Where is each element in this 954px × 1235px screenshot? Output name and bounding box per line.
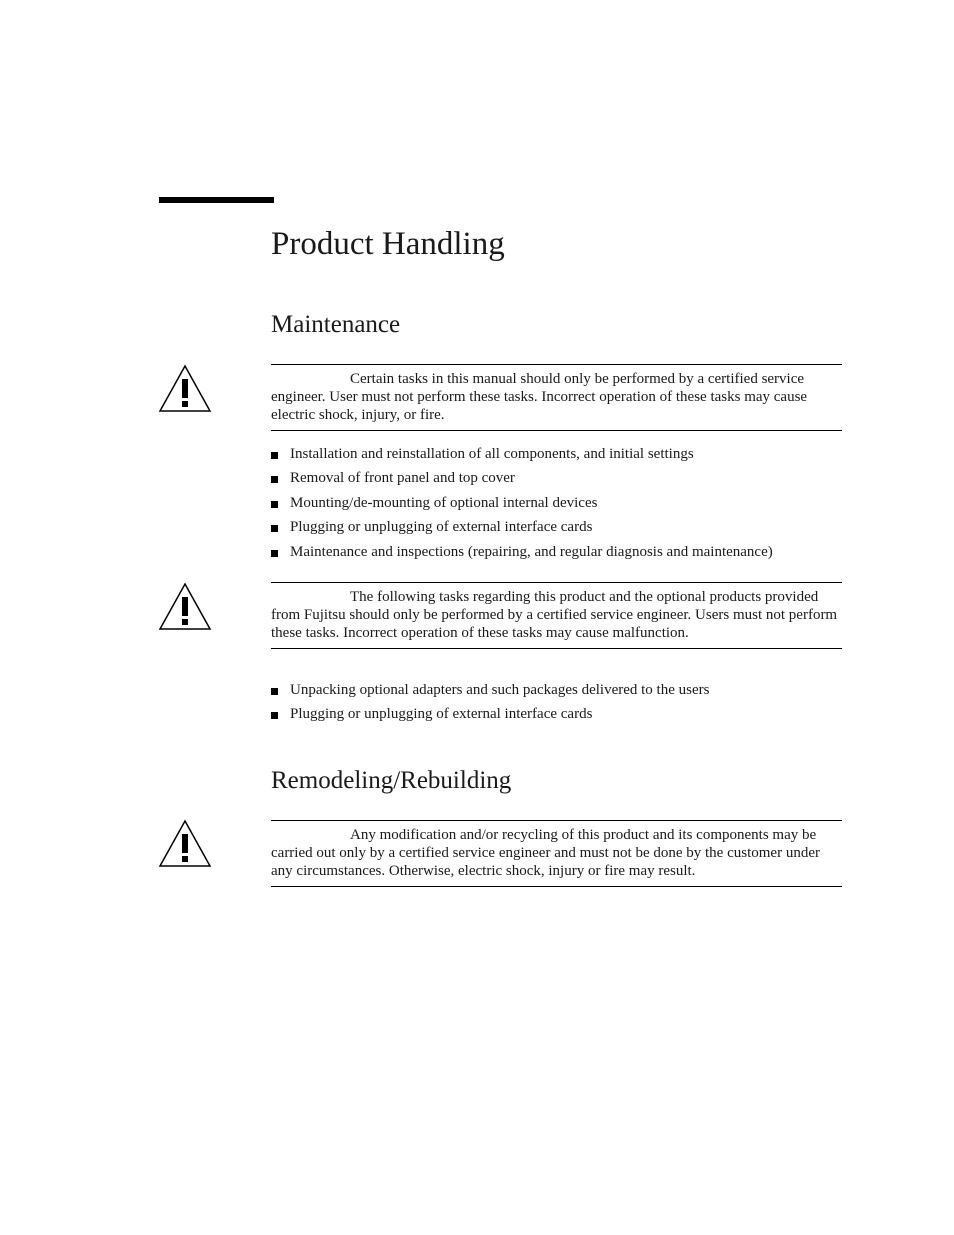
caution-callout-2 xyxy=(271,582,842,649)
bullet-icon xyxy=(271,476,278,483)
caution-text-2: The following tasks regarding this product and the optional products provided from Fujitsu should only be performed by a certified service engineer. Users must not perform these tasks. Incorrect operation of these tasks may cause malfunction. xyxy=(271,589,838,641)
bullet-icon xyxy=(271,550,278,557)
list-item: Maintenance and inspections (repairing, and regular diagnosis and maintenance) xyxy=(271,540,773,564)
section-heading-maintenance: Maintenance xyxy=(271,311,401,338)
adapter-task-list xyxy=(271,678,709,727)
bullet-icon xyxy=(271,688,278,695)
bullet-icon xyxy=(271,525,278,532)
list-item: Mounting/de-mounting of optional internal devices xyxy=(271,491,773,515)
list-item: Unpacking optional adapters and such packages delivered to the users xyxy=(271,678,709,702)
caution-text-1: Certain tasks in this manual should only be performed by a certified service engineer. User must not perform these tasks. Incorrect operation of these tasks may cause electric shock, injury, or fire. xyxy=(271,371,808,423)
bullet-icon xyxy=(271,712,278,719)
caution-callout-3 xyxy=(271,820,842,887)
caution-triangle-icon xyxy=(158,582,212,630)
list-item: Removal of front panel and top cover xyxy=(271,466,773,490)
list-item: Plugging or unplugging of external interface cards xyxy=(271,702,709,726)
caution-callout-1 xyxy=(271,364,842,431)
page-title: Product Handling xyxy=(271,226,505,262)
caution-triangle-icon xyxy=(158,364,212,412)
list-item: Plugging or unplugging of external interface cards xyxy=(271,515,773,539)
section-heading-remodeling: Remodeling/Rebuilding xyxy=(271,767,512,794)
caution-text-3: Any modification and/or recycling of this product and its components may be carried out only by a certified service engineer and must not be done by the customer under any circumstances. Otherwise, electric shock, injury or fire may result. xyxy=(271,827,820,879)
caution-triangle-icon xyxy=(158,819,212,867)
list-item: Installation and reinstallation of all components, and initial settings xyxy=(271,442,773,466)
maintenance-task-list xyxy=(271,442,773,564)
chapter-rule xyxy=(159,197,274,203)
bullet-icon xyxy=(271,501,278,508)
bullet-icon xyxy=(271,452,278,459)
